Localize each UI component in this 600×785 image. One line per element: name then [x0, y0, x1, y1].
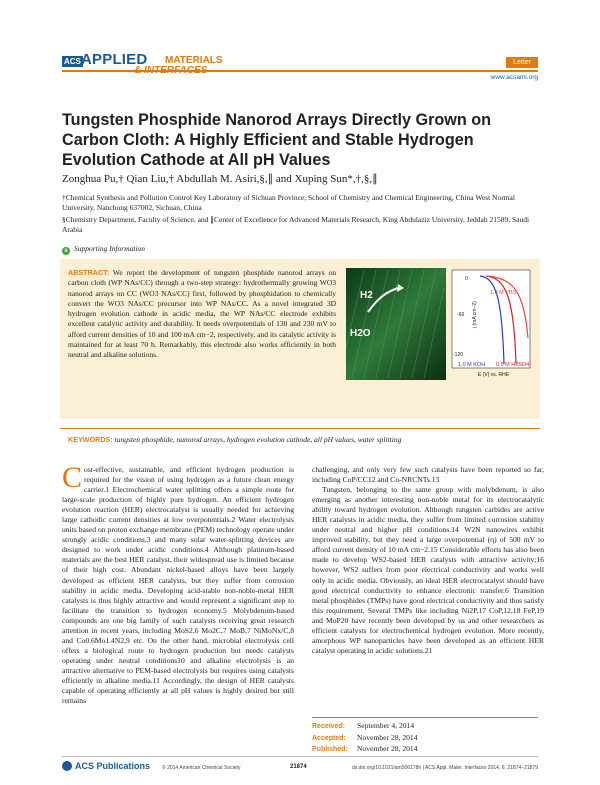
- paragraph-continued: challenging, and only very few such catalysts have been reported so far, including CoP/CC12 and Co-NRCNTs.13: [312, 465, 544, 485]
- drop-cap: C: [62, 461, 83, 494]
- supporting-info-icon: s: [62, 247, 70, 255]
- acs-publications-logo[interactable]: [62, 761, 150, 771]
- acs-logo-icon: [62, 761, 72, 771]
- footer-rule: [62, 756, 538, 757]
- label-h2o: H2O: [350, 328, 371, 339]
- publisher-name: ACS Publications: [75, 761, 151, 771]
- date-received-row: [312, 721, 544, 733]
- body-column-right: [312, 465, 544, 656]
- nanorod-image: [346, 268, 446, 380]
- affiliation-2: §Chemistry Department, Faculty of Science, and ∥Center of Excellence for Advanced Materials Research, King Abdulaziz University, Jeddah 21589, Saudi Arabia: [62, 215, 530, 234]
- paragraph-intro: [62, 461, 294, 706]
- dates-rule: [312, 717, 538, 718]
- journal-url-link[interactable]: www.acsami.org: [490, 74, 538, 81]
- logo-applied: APPLIED: [81, 51, 148, 68]
- abstract: [68, 268, 336, 361]
- legend-h2so4: 0.5 M H2SO4: [496, 362, 530, 368]
- logo-materials: MATERIALS: [165, 55, 223, 66]
- tick-neg120: -120: [453, 352, 464, 358]
- date-accepted-label: Accepted:: [312, 734, 346, 742]
- toc-graphic: [346, 268, 532, 380]
- copyright: © 2014 American Chemical Society: [162, 765, 241, 771]
- author-list: Zonghua Pu,† Qian Liu,† Abdullah M. Asiri,§,∥ and Xuping Sun*,†,§,∥: [62, 173, 378, 185]
- tick-0: 0: [465, 276, 468, 282]
- keywords-label: KEYWORDS:: [68, 435, 113, 444]
- body-column-left: [62, 461, 294, 706]
- abstract-label: ABSTRACT:: [68, 268, 110, 277]
- tick-neg60: -60: [457, 312, 465, 318]
- article-type-badge: Letter: [506, 57, 538, 68]
- date-received-value: September 4, 2014: [357, 721, 415, 730]
- page-number: 21874: [290, 764, 307, 770]
- date-accepted-row: [312, 733, 544, 745]
- paragraph-intro-text: ost-effective, sustainable, and efficient hydrogen production is required for the vision of using hydrogen as a future clean energy carrier.1 Electrochemical water splitting offers a simple route for large-scale production of highly pure hydrogen. An efficient hydrogen evolution reaction (HER) electrocatalyst is usually needed for achieving large cathodic current densities at low overpotentials.2 Water electrolysis units based on proton exchange membrane (PEM) technology operate under strongly acidic conditions,3 and many solar water-splitting devices are designed to work under acidic conditions.4 Although platinum-based materials are the best HER catalyst, their widespread use is limited because of their high cost. Abundant nickel-based alloys have been largely developed as efficient HER catalysts, but they suffer from corrosion stability in acidic media. Developing acid-stable non-noble-metal HER catalysts is thus highly attractive and would represent a significant step to facilitate the transition to hydrogen economy.5 Molybdenum-based compounds are one big family of such catalysts receiving great research attention in recent years, including MoS2,6 Mo2C,7 MoB,7 NiMoNx/C,8 and Co0.6Mo1.4N2,9 etc. On the other hand, microbial electrolysis cell offers a biological route to hydrogen production but needs catalysts operating under neutral conditions10 and alkaline electrolysis is an attractive alternative to PEM-based electrolysis but requires using catalysts efficiently in alkaline media.11 Accordingly, the design of HER catalysts capable of operating efficiently at all pH values is highly desired but still remains: [62, 465, 294, 706]
- keywords: [68, 435, 538, 444]
- paragraph-tungsten: Tungsten, belonging to the same group with molybdenum, is also emerging as another interesting non-noble metal for its electrocatalytic ability toward hydrogen evolution. Although tungsten carbides are active HER catalysts in acidic media, they suffer from limited corrosion stability under neutral and higher pH conditions.14 W2N nanowires exhibit improved stability, but they need a large overpotential (η) of 500 mV to afford current density of 10 mA cm−2.15 Considerable efforts has also been made to develop WS2-based HER catalysts with attractive activity;16 however, WS2 suffers from poor electrical conductivity and works well only in acidic media. Obviously, an ideal HER electrocatalyst should have good electrical conductivity to enhance electronic transfer.6 Transition metal phosphides (TMPs) have good electrical conductivity and thus satisfy this requirement. Several TMPs like including Ni2P,17 CoP,12,18 FeP,19 and MoP20 have recently been developed by us and other researchers as efficient catalysts for electrochemical hydrogen evolution. More recently, amorphous WP nanoparticles have been developed as an efficient HER catalyst operating in acidic solutions.21: [312, 485, 544, 655]
- keywords-list: tungsten phosphide, nanorod arrays, hydrogen evolution cathode, all pH values, water splitting: [114, 435, 402, 444]
- y-axis-label: j (mA cm−2): [472, 301, 478, 328]
- supporting-info-label: Supporting Information: [74, 244, 146, 253]
- date-received-label: Received:: [312, 723, 346, 730]
- abstract-body: We report the development of tungsten phosphide nanorod arrays on carbon cloth (WP NAs/CC) through a two-step strategy: hydrothermally growing WO3 nanorod arrays on CC (WO3 NAs/CC) first, followed by phosphidation to chemically convert the WO3 NAs/CC precursor into WP NAs/CC. As a novel integrated 3D hydrogen evolution cathode in acidic media, the WP NAs/CC electrode exhibits excellent catalytic activity and durability. It needs overpotentials of 130 and 230 mV to afford current densities of 10 and 100 mA cm−2, respectively, and its catalytic activity is maintained for at least 70 h. Remarkably, this electrode also works efficiently in both neutral and alkaline solutions.: [68, 268, 336, 360]
- date-accepted-value: November 28, 2014: [357, 732, 418, 742]
- plot-frame: [452, 270, 530, 368]
- header-rule: [62, 70, 538, 72]
- article-title: Tungsten Phosphide Nanorod Arrays Directly Grown on Carbon Cloth: A Highly Efficient and Stable Hydrogen Evolution Cathode at All pH Values: [62, 111, 492, 169]
- label-h2: H2: [360, 290, 373, 301]
- affiliation-1: †Chemical Synthesis and Pollution Control Key Laboratory of Sichuan Province, School of Chemistry and Chemical Engineering, China West Normal University, Nanchong 637002, Sichuan, China: [62, 193, 515, 212]
- journal-logo: [62, 51, 232, 80]
- date-published-label: Published:: [312, 746, 348, 754]
- publication-dates: [312, 721, 544, 756]
- date-published-value: November 28, 2014: [357, 744, 418, 754]
- date-published-row: [312, 744, 544, 756]
- logo-acs: ACS: [64, 57, 81, 66]
- doi-link[interactable]: dx.doi.org/10.1021/am506178h | ACS Appl. Mater. Interfaces 2014, 6, 21874−21879: [351, 765, 538, 771]
- legend-pbs: 1.0 M PBS: [490, 290, 517, 296]
- legend-koh: 1.0 M KOH: [458, 362, 486, 368]
- x-axis-label: E (V) vs. RHE: [478, 372, 510, 378]
- supporting-info-link[interactable]: [62, 244, 145, 255]
- keywords-rule: [60, 428, 540, 429]
